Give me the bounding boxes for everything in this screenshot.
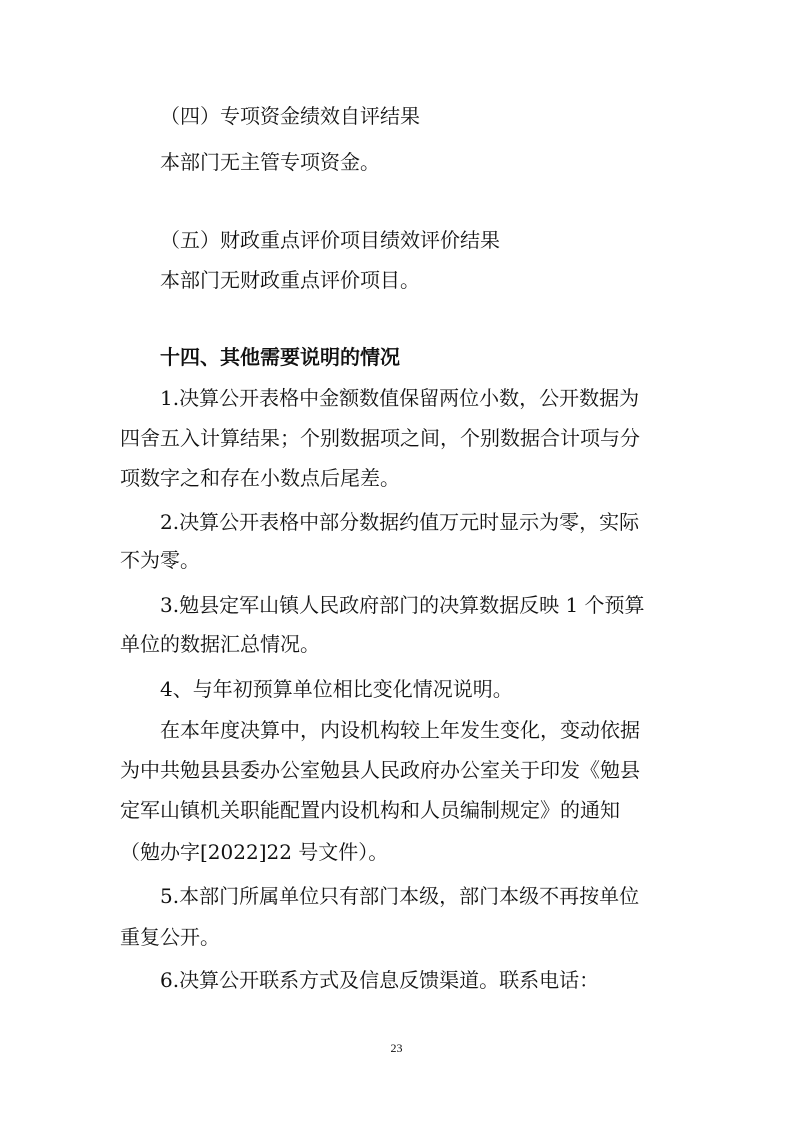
page-number: 23 [390,1041,403,1055]
paragraph-1-line-1: 1.决算公开表格中金额数值保留两位小数，公开数据为 [160,386,640,410]
paragraph-6-line-2: 重复公开。 [120,925,220,949]
paragraph-6-line-1: 5.本部门所属单位只有部门本级，部门本级不再按单位 [160,884,640,908]
paragraph-3-line-2: 单位的数据汇总情况。 [120,632,320,656]
other-information-heading: 十四、其他需要说明的情况 [160,345,400,369]
paragraph-1-line-3: 项数字之和存在小数点后尾差。 [120,466,400,490]
paragraph-4-line-1: 4、与年初预算单位相比变化情况说明。 [160,677,513,701]
special-funds-heading: （四）专项资金绩效自评结果 [160,104,420,128]
paragraph-5-line-3: 定军山镇机关职能配置内设机构和人员编制规定》的通知 [120,798,620,822]
paragraph-7-line-1: 6.决算公开联系方式及信息反馈渠道。联系电话： [160,968,600,992]
paragraph-5-line-4: （勉办字[2022]22 号文件）。 [120,840,389,864]
fiscal-key-heading: （五）财政重点评价项目绩效评价结果 [160,228,500,252]
fiscal-key-text: 本部门无财政重点评价项目。 [160,268,420,292]
paragraph-3-line-1: 3.勉县定军山镇人民政府部门的决算数据反映 1 个预算 [160,593,645,617]
special-funds-text: 本部门无主管专项资金。 [160,150,380,174]
paragraph-5-line-1: 在本年度决算中，内设机构较上年发生变化，变动依据 [160,718,640,742]
paragraph-5-line-2: 为中共勉县县委办公室勉县人民政府办公室关于印发《勉县 [120,758,640,782]
paragraph-2-line-2: 不为零。 [120,548,200,572]
paragraph-1-line-2: 四舍五入计算结果；个别数据项之间，个别数据合计项与分 [120,426,640,450]
paragraph-2-line-1: 2.决算公开表格中部分数据约值万元时显示为零，实际 [160,510,640,534]
